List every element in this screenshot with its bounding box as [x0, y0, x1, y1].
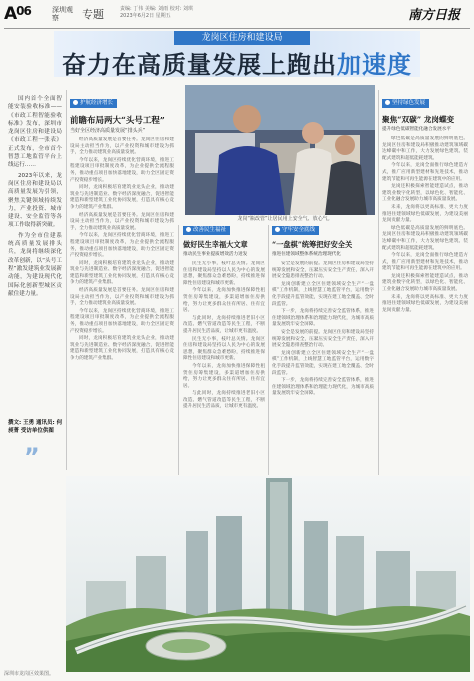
intro-paragraph: 2023年以来，龙岗区住房和建设局以高质量发展为引领，聚焦关键领域持续发力，产业投资、城市建设、安全监管等各项工作取得新突破。 — [8, 172, 62, 229]
editor-meta: 责编: 丁伟 美编: 刘雨 校对: 刘琪 2023年6月2日 星期五 — [120, 6, 194, 19]
left-intro-column — [8, 95, 62, 300]
section-tag: 改善民生福祉 — [183, 226, 230, 235]
byline: 撰文: 王勇 通讯员: 何昶菁 受访单位供图 — [8, 420, 63, 434]
article-body: 经济高质量发展是首要任务。龙岗区住房和建设局主动担当作为，以产业投资和城市建设为抓手，全力推动建筑业高质量发展。 今年以来，龙岗区持续优化营商环境，推进工程建设项目审批制度改革，为企业提供全流程服务，推动重点项目加快落地建设，助力全区固定资产投资稳步增长。 同时，龙岗积极培育建筑业龙头企业，推动建筑业与先进制造业、数字经济深度融合，促进智能建造和新型建筑工业化协同发展，打造具有核心竞争力的建筑产业集群。 经济高质量发展是首要任务。龙岗区住房和建设局主动担当作为，以产业投资和城市建设为抓手，全力推动建筑业高质量发展。 今年以来，龙岗区持续优化营商环境，推进工程建设项目审批制度改革，为企业提供全流程服务，推动重点项目加快落地建设，助力全区固定资产投资稳步增长。 同时，龙岗积极培育建筑业龙头企业，推动建筑业与先进制造业、数字经济深度融合，促进智能建造和新型建筑工业化协同发展，打造具有核心竞争力的建筑产业集群。 经济高质量发展是首要任务。龙岗区住房和建设局主动担当作为，以产业投资和城市建设为抓手，全力推动建筑业高质量发展。 今年以来，龙岗区持续优化营商环境，推进工程建设项目审批制度改革，为企业提供全流程服务，推动重点项目加快落地建设，助力全区固定资产投资稳步增长。 同时，龙岗积极培育建筑业龙头企业，推动建筑业与先进制造业、数字经济深度融合，促进智能建造和新型建筑工业化协同发展，打造具有核心竞争力的建筑产业集群。 — [70, 137, 174, 361]
article-title: 聚焦“双碳” 龙岗蝶变 — [382, 115, 455, 124]
article-title: 前瞻布局两大“头号工程” — [70, 116, 165, 126]
page-code: $A^{06}$ — [4, 4, 31, 24]
intro-paragraph: 作为全市住建系统高质量发展排头兵，龙岗将继续深化改革创新，以“头号工程”激发建筑业发展新动能，为建设现代化国际化创新型城区贡献住建力量。 — [8, 232, 62, 297]
section-tag: 护航经济增长 — [70, 99, 117, 108]
column-divider — [178, 225, 179, 475]
newspaper-logo: 南方日报 — [407, 8, 460, 23]
footer-caption: 深圳市龙岗区效果图。 — [4, 671, 55, 677]
article-title: “一盘棋”统筹把好安全关 — [272, 240, 353, 249]
quote-mark-icon: ” — [24, 443, 40, 471]
photo-caption: 龙岗“瓶改管”让居民用上安全气、放心气。 — [237, 216, 333, 222]
section-label: 专题 — [82, 8, 104, 21]
article-body: 安全是发展的前提。龙岗区住房和建设局坚持统筹发展和安全，压紧压实安全生产责任，深入开展安全隐患排查整治行动。 龙岗创新建立全区住建领域安全生产“一盘棋”工作机制，上线智慧工地监管平台，运用数字化手段提升监管效能，实现在建工地全覆盖、全时段监管。 下一步，龙岗将持续完善安全监管体系，推进住建领域治理体系和治理能力现代化，为城市高质量发展筑牢安全屏障。 安全是发展的前提。龙岗区住房和建设局坚持统筹发展和安全，压紧压实安全生产责任，深入开展安全隐患排查整治行动。 龙岗创新建立全区住建领域安全生产“一盘棋”工作机制，上线智慧工地监管平台，运用数字化手段提升监管效能，实现在建工地全覆盖、全时段监管。 下一步，龙岗将持续完善安全监管体系，推进住建领域治理体系和治理能力现代化，为城市高质量发展筑牢安全屏障。 — [272, 261, 374, 397]
article-subtitle: 提升绿色低碳智能化融合发展水平 — [382, 127, 451, 132]
city-rendering — [66, 476, 470, 672]
article-body: 绿色低碳是高质量发展的鲜明底色。龙岗区住房和建设局积极推动建筑领域碳达峰碳中和工作，大力发展绿色建筑、装配式建筑和超低能耗建筑。 今年以来，龙岗全面推行绿色建造方式，推广应用新型建材和先进技术，推动建筑节能和可再生能源在建筑中的应用。 龙岗还积极探索智能建造试点，推动建筑业数字化转型，以绿色化、智能化、工业化融合发展助力城市高质量发展。 未来，龙岗将以更高标准、更大力度推进住建领域绿色低碳发展，为建设美丽龙岗贡献力量。 绿色低碳是高质量发展的鲜明底色。龙岗区住房和建设局积极推动建筑领域碳达峰碳中和工作，大力发展绿色建筑、装配式建筑和超低能耗建筑。 今年以来，龙岗全面推行绿色建造方式，推广应用新型建材和先进技术，推动建筑节能和可再生能源在建筑中的应用。 龙岗还积极探索智能建造试点，推动建筑业数字化转型，以绿色化、智能化、工业化融合发展助力城市高质量发展。 未来，龙岗将以更高标准、更大力度推进住建领域绿色低碳发展，为建设美丽龙岗贡献力量。 — [382, 136, 468, 313]
column-divider — [66, 90, 67, 470]
column-divider — [268, 225, 269, 475]
headline-kicker: 龙岗区住房和建设局 — [174, 31, 310, 45]
article-title: 做好民生幸福大文章 — [183, 240, 248, 249]
worker-photo — [185, 85, 375, 215]
headline-title: 奋力在高质量发展上跑出加速度 — [62, 50, 412, 79]
article-subtitle: 推进住建领域整体系统治理现代化 — [272, 252, 341, 257]
article-body: 民生无小事，枝叶总关情。龙岗区住房和建设局坚持以人民为中心的发展思想，聚焦群众急难愁盼，持续推进保障性住房建设和城市更新。 今年以来，龙岗加快推进保障性租赁住房筹集建设，多渠道增加住房供给，努力让更多群众住有所居、住有宜居。 与此同时，龙岗持续推进老旧小区改造、燃气管道改造等民生工程，不断提升居民生活品质，让城市更有温度。 民生无小事，枝叶总关情。龙岗区住房和建设局坚持以人民为中心的发展思想，聚焦群众急难愁盼，持续推进保障性住房建设和城市更新。 今年以来，龙岗加快推进保障性租赁住房筹集建设，多渠道增加住房供给，努力让更多群众住有所居、住有宜居。 与此同时，龙岗持续推进老旧小区改造、燃气管道改造等民生工程，不断提升居民生活品质，让城市更有温度。 — [183, 261, 265, 410]
article-subtitle: 推动民生事业提质增效活力迸发 — [183, 252, 248, 257]
photo-illustration — [185, 85, 375, 215]
intro-paragraph: 国内首个全面智能安装验收标准——《市政工程智能验收标准》发布，深圳市龙岗区住房和建设局《市政工程一张表》正式发布，全市首个智慧工地监管平台上线运行…… — [8, 96, 62, 169]
masthead — [0, 0, 474, 30]
city-rendering-image — [66, 476, 470, 672]
section-tag: 坚持绿色发展 — [382, 99, 429, 108]
masthead-rule — [4, 28, 470, 29]
article-subtitle: 当好全区经济高质量发展“排头兵” — [70, 128, 146, 134]
paper-sub-title: 深圳观察 — [52, 6, 73, 22]
section-tag: 守牢安全底线 — [272, 226, 319, 235]
column-divider — [378, 90, 379, 475]
headline-band — [54, 31, 420, 77]
